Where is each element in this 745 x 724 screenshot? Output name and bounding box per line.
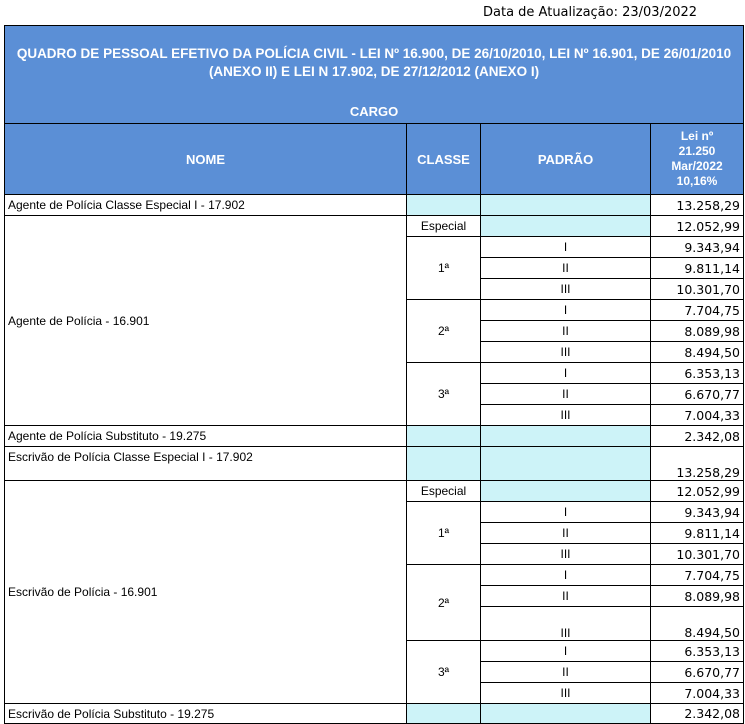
valor-cell: 8.494,50 (651, 342, 744, 363)
padrao-cell: II (481, 523, 651, 544)
padrao-cell (481, 704, 651, 724)
valor-cell: 2.342,08 (651, 426, 744, 447)
padrao-cell: I (481, 641, 651, 662)
valor-cell: 7.004,33 (651, 683, 744, 704)
classe-cell: 2ª (407, 300, 481, 363)
column-header-valor-line: 10,16% (676, 174, 718, 188)
column-header-valor (651, 124, 744, 195)
padrao-cell (481, 195, 651, 216)
padrao-cell (481, 447, 651, 481)
classe-cell: 1ª (407, 237, 481, 300)
valor-cell: 9.811,14 (651, 258, 744, 279)
classe-cell: 1ª (407, 502, 481, 565)
padrao-cell: I (481, 502, 651, 523)
padrao-cell: III (481, 405, 651, 426)
valor-cell: 6.353,13 (651, 641, 744, 662)
valor-cell: 6.670,77 (651, 384, 744, 405)
table-title: QUADRO DE PESSOAL EFETIVO DA POLÍCIA CIVIL - LEI Nº 16.900, DE 26/10/2010, LEI Nº 16.901, DE 26/01/2010 (ANEXO II) E LEI N 17.902, DE 27/12/2012 (ANEXO I) (5, 26, 744, 100)
salary-table (4, 25, 744, 724)
cargo-name: Agente de Polícia Substituto - 19.275 (5, 426, 407, 447)
column-header-valor-line: Mar/2022 (671, 159, 723, 173)
cargo-name: Escrivão de Polícia Substituto - 19.275 (5, 704, 407, 724)
valor-cell: 2.342,08 (651, 704, 744, 724)
column-header-valor-line: 21.250 (678, 144, 716, 158)
padrao-cell: II (481, 662, 651, 683)
padrao-cell: I (481, 237, 651, 258)
column-header-classe: CLASSE (407, 124, 481, 195)
table-row (5, 704, 744, 724)
classe-cell (407, 704, 481, 724)
classe-cell (407, 447, 481, 481)
table-row (5, 195, 744, 216)
padrao-cell: I (481, 363, 651, 384)
table-row (5, 216, 744, 237)
column-header-padrao: PADRÃO (481, 124, 651, 195)
classe-cell (407, 195, 481, 216)
valor-cell: 8.494,50 (651, 607, 744, 641)
column-header-nome: NOME (5, 124, 407, 195)
valor-cell: 13.258,29 (651, 195, 744, 216)
valor-cell: 6.353,13 (651, 363, 744, 384)
padrao-cell: III (481, 683, 651, 704)
padrao-cell: III (481, 607, 651, 641)
cargo-heading: CARGO (5, 99, 744, 124)
valor-cell: 13.258,29 (651, 447, 744, 481)
valor-cell: 8.089,98 (651, 321, 744, 342)
padrao-cell: II (481, 321, 651, 342)
valor-cell: 8.089,98 (651, 586, 744, 607)
valor-cell: 10.301,70 (651, 544, 744, 565)
valor-cell: 7.704,75 (651, 565, 744, 586)
table-row (5, 426, 744, 447)
padrao-cell: II (481, 586, 651, 607)
valor-cell: 9.343,94 (651, 502, 744, 523)
padrao-cell (481, 481, 651, 502)
padrao-cell (481, 216, 651, 237)
classe-cell: 3ª (407, 641, 481, 704)
padrao-cell: I (481, 565, 651, 586)
padrao-cell: II (481, 258, 651, 279)
cargo-name: Escrivão de Polícia Classe Especial I - 17.902 (5, 447, 407, 481)
classe-cell (407, 426, 481, 447)
valor-cell: 7.004,33 (651, 405, 744, 426)
column-header-valor-line: Lei nº (680, 129, 714, 143)
valor-cell: 10.301,70 (651, 279, 744, 300)
cargo-name: Agente de Polícia Classe Especial I - 17.902 (5, 195, 407, 216)
classe-cell: 3ª (407, 363, 481, 426)
cargo-name: Agente de Polícia - 16.901 (5, 216, 407, 426)
classe-cell: Especial (407, 216, 481, 237)
padrao-cell: III (481, 342, 651, 363)
cargo-name: Escrivão de Polícia - 16.901 (5, 481, 407, 704)
valor-cell: 9.343,94 (651, 237, 744, 258)
classe-cell: Especial (407, 481, 481, 502)
padrao-cell: III (481, 279, 651, 300)
valor-cell: 7.704,75 (651, 300, 744, 321)
padrao-cell (481, 426, 651, 447)
padrao-cell: I (481, 300, 651, 321)
update-date: Data de Atualização: 23/03/2022 (483, 5, 698, 20)
valor-cell: 6.670,77 (651, 662, 744, 683)
table-row (5, 481, 744, 502)
classe-cell: 2ª (407, 565, 481, 641)
valor-cell: 9.811,14 (651, 523, 744, 544)
padrao-cell: II (481, 384, 651, 405)
table-row (5, 447, 744, 481)
valor-cell: 12.052,99 (651, 481, 744, 502)
padrao-cell: III (481, 544, 651, 565)
valor-cell: 12.052,99 (651, 216, 744, 237)
